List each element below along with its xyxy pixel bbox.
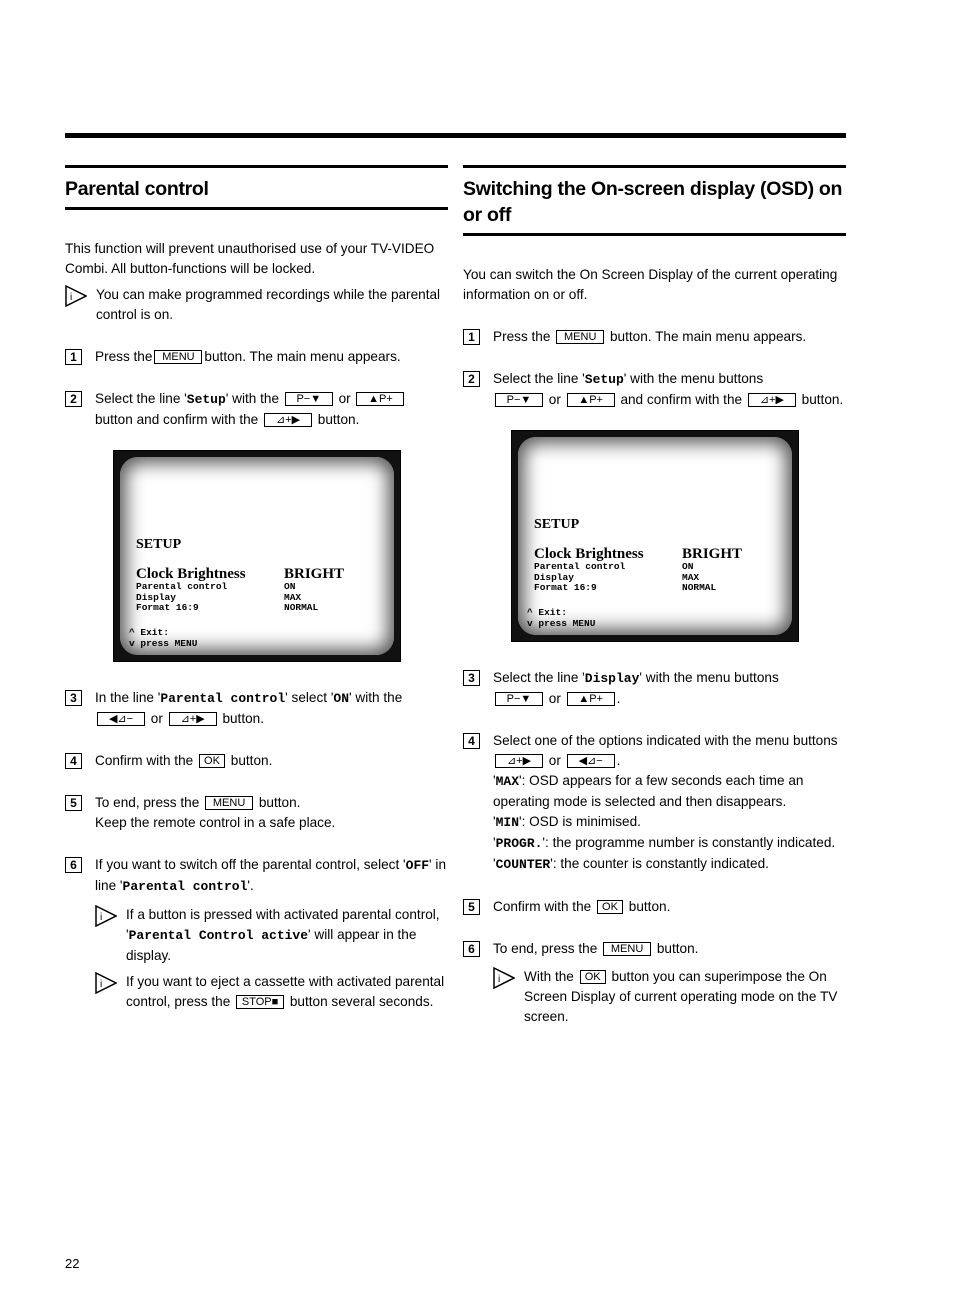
right-button-label: ⊿+▶ bbox=[264, 413, 312, 427]
menu-line-name: Parental control bbox=[122, 879, 248, 894]
step-text: button. bbox=[801, 392, 844, 407]
info-icon bbox=[95, 972, 117, 994]
menu-title: SETUP bbox=[136, 537, 182, 552]
menu-row bbox=[534, 583, 742, 594]
step-number: 4 bbox=[65, 753, 82, 769]
tv-screen-illustration bbox=[511, 430, 799, 642]
step-text: If you want to switch off the parental control, select ' bbox=[95, 857, 406, 872]
step-text: ' in line ' bbox=[95, 857, 446, 893]
p-plus-button-label: ▲P+ bbox=[356, 392, 404, 406]
step-2 bbox=[463, 369, 846, 410]
setup-menu bbox=[136, 537, 344, 614]
step-text: Select the line ' bbox=[95, 391, 187, 406]
menu-line-name: Setup bbox=[584, 372, 624, 387]
ok-button-label: OK bbox=[597, 900, 623, 914]
menu-row bbox=[136, 582, 344, 593]
option-name: MIN bbox=[495, 815, 520, 830]
option-desc: ': OSD is minimised. bbox=[519, 814, 641, 829]
menu-key: Clock Brightness bbox=[136, 566, 246, 582]
step-text: Confirm with the bbox=[493, 899, 592, 914]
step-text: . bbox=[616, 691, 621, 706]
step-text: button. bbox=[656, 941, 699, 956]
step-text: ' with the bbox=[225, 391, 280, 406]
step-text: button. bbox=[230, 753, 273, 768]
exit-line: ^ Exit: bbox=[129, 627, 169, 638]
option-desc: ': the programme number is constantly indicated. bbox=[542, 835, 836, 850]
menu-value: MAX bbox=[682, 571, 700, 583]
display-message: Parental Control active bbox=[128, 928, 309, 943]
right-button-label: ⊿+▶ bbox=[748, 393, 796, 407]
step-text: Select the line ' bbox=[493, 371, 585, 386]
top-rule bbox=[65, 133, 846, 138]
option-name: MAX bbox=[495, 774, 520, 789]
option-desc: ': the counter is constantly indicated. bbox=[550, 856, 769, 871]
step-text: button. bbox=[628, 899, 671, 914]
stop-button-label: STOP■ bbox=[236, 995, 284, 1009]
info-icon bbox=[95, 905, 117, 927]
info-icon bbox=[65, 285, 87, 307]
svg-text:i: i bbox=[498, 974, 501, 985]
step-number: 6 bbox=[65, 857, 82, 873]
step-text: button. bbox=[222, 711, 265, 726]
step-4: 4 Select one of the options indicated with the menu buttons ⊿+▶ or ◀⊿− . 'MAX': OSD appears for a few seconds each time an operating mode is selected and then disappears. 'MIN': OSD is minimised. 'PROGR.': the programme number is constantly indicated. 'COUNTER': the counter is constantly indicated. bbox=[463, 731, 846, 875]
step-4 bbox=[65, 751, 448, 771]
step-text: button. bbox=[258, 795, 301, 810]
step-text: button. The main menu appears. bbox=[609, 329, 807, 344]
step-text: To end, press the bbox=[95, 795, 200, 810]
step-number: 3 bbox=[463, 670, 480, 686]
menu-option-name: OFF bbox=[405, 858, 430, 873]
step-text: Press the bbox=[493, 329, 551, 344]
menu-row bbox=[136, 567, 344, 582]
step-text: Select one of the options indicated with the menu buttons bbox=[493, 733, 838, 748]
menu-key: Format 16:9 bbox=[136, 602, 199, 613]
step-1 bbox=[65, 347, 448, 367]
p-plus-button-label: ▲P+ bbox=[567, 692, 615, 706]
menu-value: BRIGHT bbox=[284, 566, 345, 582]
step-3 bbox=[463, 668, 846, 709]
menu-key: Format 16:9 bbox=[534, 582, 597, 593]
step-2 bbox=[65, 389, 448, 430]
page-number: 22 bbox=[65, 1256, 80, 1271]
step-number: 5 bbox=[65, 795, 82, 811]
exit-line: ^ Exit: bbox=[527, 607, 567, 618]
setup-menu bbox=[534, 517, 742, 594]
step-text: or bbox=[548, 392, 561, 407]
step-number: 4 bbox=[463, 733, 480, 749]
info-icon bbox=[493, 967, 515, 989]
menu-value: NORMAL bbox=[682, 582, 717, 593]
step-text: or bbox=[548, 753, 561, 768]
menu-value: ON bbox=[284, 581, 296, 592]
menu-value: BRIGHT bbox=[682, 546, 743, 562]
exit-line: v press MENU bbox=[527, 618, 596, 629]
step-5 bbox=[463, 897, 846, 917]
step-6 bbox=[65, 855, 448, 897]
step-text: To end, press the bbox=[493, 941, 598, 956]
step-text: ' with the bbox=[349, 690, 403, 705]
right-button-label: ⊿+▶ bbox=[169, 712, 217, 726]
step-number: 1 bbox=[463, 329, 480, 345]
note-text: If you want to eject a cassette with activated parental control, press the bbox=[126, 974, 445, 1009]
step-1 bbox=[463, 327, 846, 347]
step-text: ' with the menu buttons bbox=[639, 670, 779, 685]
step-number: 5 bbox=[463, 899, 480, 915]
step-text: '. bbox=[247, 878, 254, 893]
step-number: 1 bbox=[65, 349, 82, 365]
step-number: 3 bbox=[65, 690, 82, 706]
right-button-label: ⊿+▶ bbox=[495, 754, 543, 768]
p-plus-button-label: ▲P+ bbox=[567, 393, 615, 407]
svg-text:i: i bbox=[100, 979, 103, 990]
p-minus-button-label: P−▼ bbox=[495, 692, 543, 706]
step-text: and confirm with the bbox=[620, 392, 743, 407]
left-button-label: ◀⊿− bbox=[97, 712, 145, 726]
option-name: PROGR. bbox=[495, 836, 543, 851]
svg-text:i: i bbox=[70, 292, 73, 303]
exit-line: v press MENU bbox=[129, 638, 198, 649]
menu-value: NORMAL bbox=[284, 602, 319, 613]
left-column bbox=[65, 165, 448, 1012]
menu-key: Display bbox=[534, 571, 574, 583]
intro-text: This function will prevent unauthorised use of your TV-VIDEO Combi. All button-functions will be locked. bbox=[65, 241, 435, 276]
menu-button-label: MENU bbox=[603, 942, 651, 956]
step-text: Confirm with the bbox=[95, 753, 194, 768]
note-text: ' will appear in the display. bbox=[126, 927, 417, 963]
step-number: 6 bbox=[463, 941, 480, 957]
info-note bbox=[65, 285, 448, 325]
option-name: COUNTER bbox=[495, 857, 551, 872]
menu-button-label: MENU bbox=[154, 350, 202, 364]
info-note bbox=[95, 905, 448, 966]
step-text: button and confirm with the bbox=[95, 412, 259, 427]
step-text: ' with the menu buttons bbox=[623, 371, 764, 386]
menu-line-name: Display bbox=[584, 671, 640, 686]
p-minus-button-label: P−▼ bbox=[285, 392, 333, 406]
section-heading: Parental control bbox=[65, 165, 448, 210]
step-3 bbox=[65, 688, 448, 729]
step-text: or bbox=[548, 691, 561, 706]
option-desc: ': OSD appears for a few seconds each time an operating mode is selected and then disappears. bbox=[493, 773, 804, 809]
step-text: . bbox=[616, 753, 621, 768]
step-5 bbox=[65, 793, 448, 833]
menu-key: Clock Brightness bbox=[534, 546, 644, 562]
note-text: You can make programmed recordings while the parental control is on. bbox=[96, 287, 441, 322]
step-6 bbox=[463, 939, 846, 959]
step-number: 2 bbox=[65, 391, 82, 407]
step-text: or bbox=[150, 711, 163, 726]
menu-value: ON bbox=[682, 561, 694, 572]
menu-title: SETUP bbox=[534, 517, 580, 532]
menu-button-label: MENU bbox=[205, 796, 253, 810]
menu-line-name: Parental control bbox=[160, 691, 286, 706]
step-text: button. bbox=[317, 412, 360, 427]
menu-option-name: ON bbox=[333, 691, 350, 706]
step-text: Press the bbox=[95, 349, 153, 364]
left-button-label: ◀⊿− bbox=[567, 754, 615, 768]
menu-line-name: Setup bbox=[186, 392, 226, 407]
menu-button-label: MENU bbox=[556, 330, 604, 344]
note-text: button several seconds. bbox=[289, 994, 434, 1009]
note-text: button you can superimpose the On Screen Display of current operating mode on the TV screen. bbox=[524, 969, 838, 1024]
ok-button-label: OK bbox=[580, 970, 606, 984]
step-text: or bbox=[338, 391, 351, 406]
right-column bbox=[463, 165, 846, 1027]
info-note bbox=[95, 972, 448, 1012]
p-minus-button-label: P−▼ bbox=[495, 393, 543, 407]
note-text: With the bbox=[524, 969, 574, 984]
svg-text:i: i bbox=[100, 912, 103, 923]
intro-text: You can switch the On Screen Display of the current operating information on or off. bbox=[463, 267, 838, 302]
menu-key: Parental control bbox=[534, 561, 626, 572]
step-text: button. The main menu appears. bbox=[204, 349, 401, 364]
tv-screen-illustration bbox=[113, 450, 401, 662]
note-text: If a button is pressed with activated parental control, ' bbox=[126, 907, 440, 942]
step-text: Keep the remote control in a safe place. bbox=[95, 815, 336, 830]
step-number: 2 bbox=[463, 371, 480, 387]
step-text: ' select ' bbox=[285, 690, 334, 705]
step-text: In the line ' bbox=[95, 690, 161, 705]
menu-row bbox=[534, 547, 742, 562]
ok-button-label: OK bbox=[199, 754, 225, 768]
menu-exit-hint bbox=[527, 607, 595, 629]
info-note bbox=[493, 967, 846, 1027]
menu-exit-hint bbox=[129, 627, 197, 649]
menu-row bbox=[534, 562, 742, 573]
menu-key: Display bbox=[136, 591, 176, 603]
menu-key: Parental control bbox=[136, 581, 228, 592]
section-heading: Switching the On-screen display (OSD) on or off bbox=[463, 165, 846, 236]
menu-row bbox=[136, 603, 344, 614]
step-text: Select the line ' bbox=[493, 670, 585, 685]
menu-value: MAX bbox=[284, 591, 302, 603]
